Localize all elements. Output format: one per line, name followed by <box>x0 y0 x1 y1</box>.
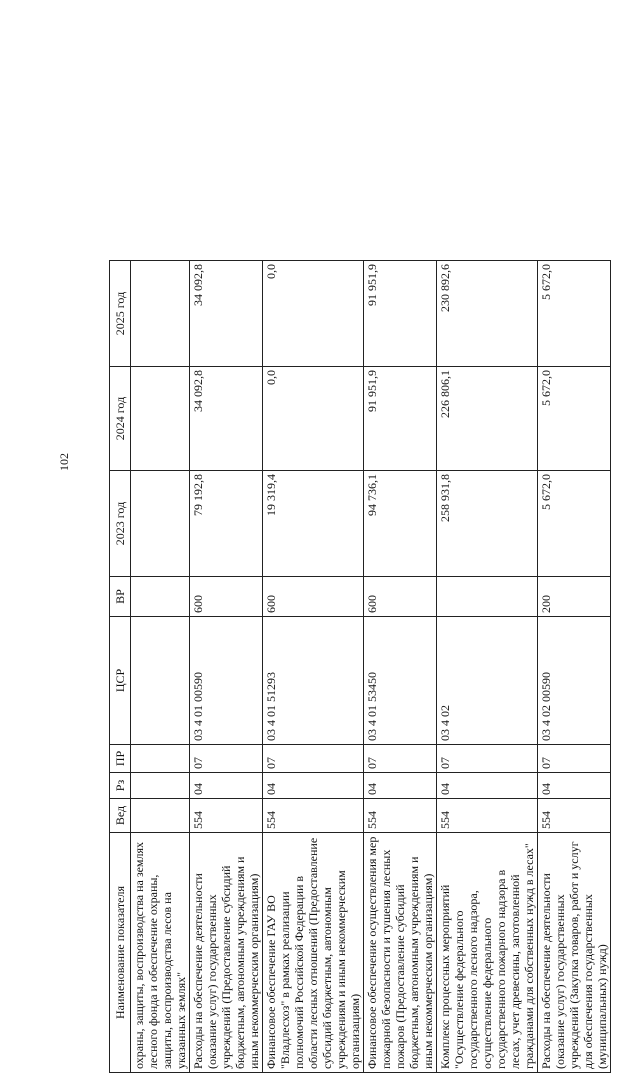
cell-csr: 03 4 02 <box>437 617 538 745</box>
header-rz: Рз <box>110 773 131 799</box>
cell-vr: 200 <box>538 577 611 617</box>
table-header-row <box>110 261 131 1073</box>
cell-csr: 03 4 02 00590 <box>538 617 611 745</box>
header-pr: ПР <box>110 745 131 773</box>
cell-2024: 226 806,1 <box>437 367 538 471</box>
cell-name: Финансовое обеспечение осуществления мер пожарной безопасности и тушения лесных пожаров (Предоставление субсидий бюджетным, автономным учреждениям и иным некоммерческим организациям) <box>364 833 437 1073</box>
table-row <box>131 261 190 1073</box>
cell-2023: 79 192,8 <box>190 471 263 577</box>
cell-pr: 07 <box>538 745 611 773</box>
cell-ved <box>131 799 190 833</box>
table-row <box>538 261 611 1073</box>
header-csr: ЦСР <box>110 617 131 745</box>
cell-ved: 554 <box>437 799 538 833</box>
cell-pr: 07 <box>364 745 437 773</box>
cell-2024 <box>131 367 190 471</box>
cell-ved: 554 <box>190 799 263 833</box>
cell-2025: 0,0 <box>263 261 364 367</box>
cell-name: Расходы на обеспечение деятельности (оказание услуг) государственных учреждений (Предоставление субсидий бюджетным, автономным учреждениям и иным некоммерческим организациям) <box>190 833 263 1073</box>
cell-rz: 04 <box>538 773 611 799</box>
table-row <box>437 261 538 1073</box>
table-row <box>364 261 437 1073</box>
page-number: 102 <box>57 453 71 471</box>
cell-2025: 91 951,9 <box>364 261 437 367</box>
table-row <box>190 261 263 1073</box>
rotated-table-container <box>109 261 609 1073</box>
budget-table <box>109 260 611 1073</box>
cell-2025: 5 672,0 <box>538 261 611 367</box>
cell-name: Расходы на обеспечение деятельности (оказание услуг) государственных учреждений (Закупка товаров, работ и услуг для обеспечения государственных (муниципальных) нужд) <box>538 833 611 1073</box>
cell-name: Финансовое обеспечение ГАУ ВО "Владлесхоз" в рамках реализации полномочий Российской Федерации в области лесных отношений (Предоставление субсидий бюджетным, автономным учреждениям и иным некоммерческим организациям) <box>263 833 364 1073</box>
cell-2023 <box>131 471 190 577</box>
cell-2025: 230 892,6 <box>437 261 538 367</box>
cell-vr: 600 <box>190 577 263 617</box>
cell-name: охраны, защиты, воспроизводства на землях лесного фонда и обеспечение охраны, защиты, воспроизводства лесов на указанных землях" <box>131 833 190 1073</box>
cell-pr: 07 <box>190 745 263 773</box>
cell-2023: 94 736,1 <box>364 471 437 577</box>
header-2025: 2025 год <box>110 261 131 367</box>
cell-vr: 600 <box>364 577 437 617</box>
cell-2025 <box>131 261 190 367</box>
header-2024: 2024 год <box>110 367 131 471</box>
cell-2025: 34 092,8 <box>190 261 263 367</box>
cell-csr: 03 4 01 53450 <box>364 617 437 745</box>
header-2023: 2023 год <box>110 471 131 577</box>
cell-rz <box>131 773 190 799</box>
cell-pr <box>131 745 190 773</box>
cell-vr <box>437 577 538 617</box>
cell-csr <box>131 617 190 745</box>
cell-pr: 07 <box>437 745 538 773</box>
cell-csr: 03 4 01 00590 <box>190 617 263 745</box>
cell-vr: 600 <box>263 577 364 617</box>
cell-2023: 258 931,8 <box>437 471 538 577</box>
cell-2023: 19 319,4 <box>263 471 364 577</box>
cell-csr: 03 4 01 51293 <box>263 617 364 745</box>
cell-2024: 5 672,0 <box>538 367 611 471</box>
cell-rz: 04 <box>437 773 538 799</box>
cell-pr: 07 <box>263 745 364 773</box>
cell-rz: 04 <box>263 773 364 799</box>
header-vr: ВР <box>110 577 131 617</box>
cell-ved: 554 <box>538 799 611 833</box>
cell-2024: 91 951,9 <box>364 367 437 471</box>
cell-rz: 04 <box>190 773 263 799</box>
cell-2024: 34 092,8 <box>190 367 263 471</box>
table-row <box>263 261 364 1073</box>
header-ved: Вед <box>110 799 131 833</box>
cell-ved: 554 <box>263 799 364 833</box>
cell-name: Комплекс процессных мероприятий "Осуществление федерального государственного лесного надзора, осуществление федерального государственного пожарного надзора в лесах, учет древесины, заготовленной гражданами для собственных нужд в лесах" <box>437 833 538 1073</box>
cell-ved: 554 <box>364 799 437 833</box>
cell-rz: 04 <box>364 773 437 799</box>
cell-2024: 0,0 <box>263 367 364 471</box>
header-name: Наименование показателя <box>110 833 131 1073</box>
cell-vr <box>131 577 190 617</box>
cell-2023: 5 672,0 <box>538 471 611 577</box>
